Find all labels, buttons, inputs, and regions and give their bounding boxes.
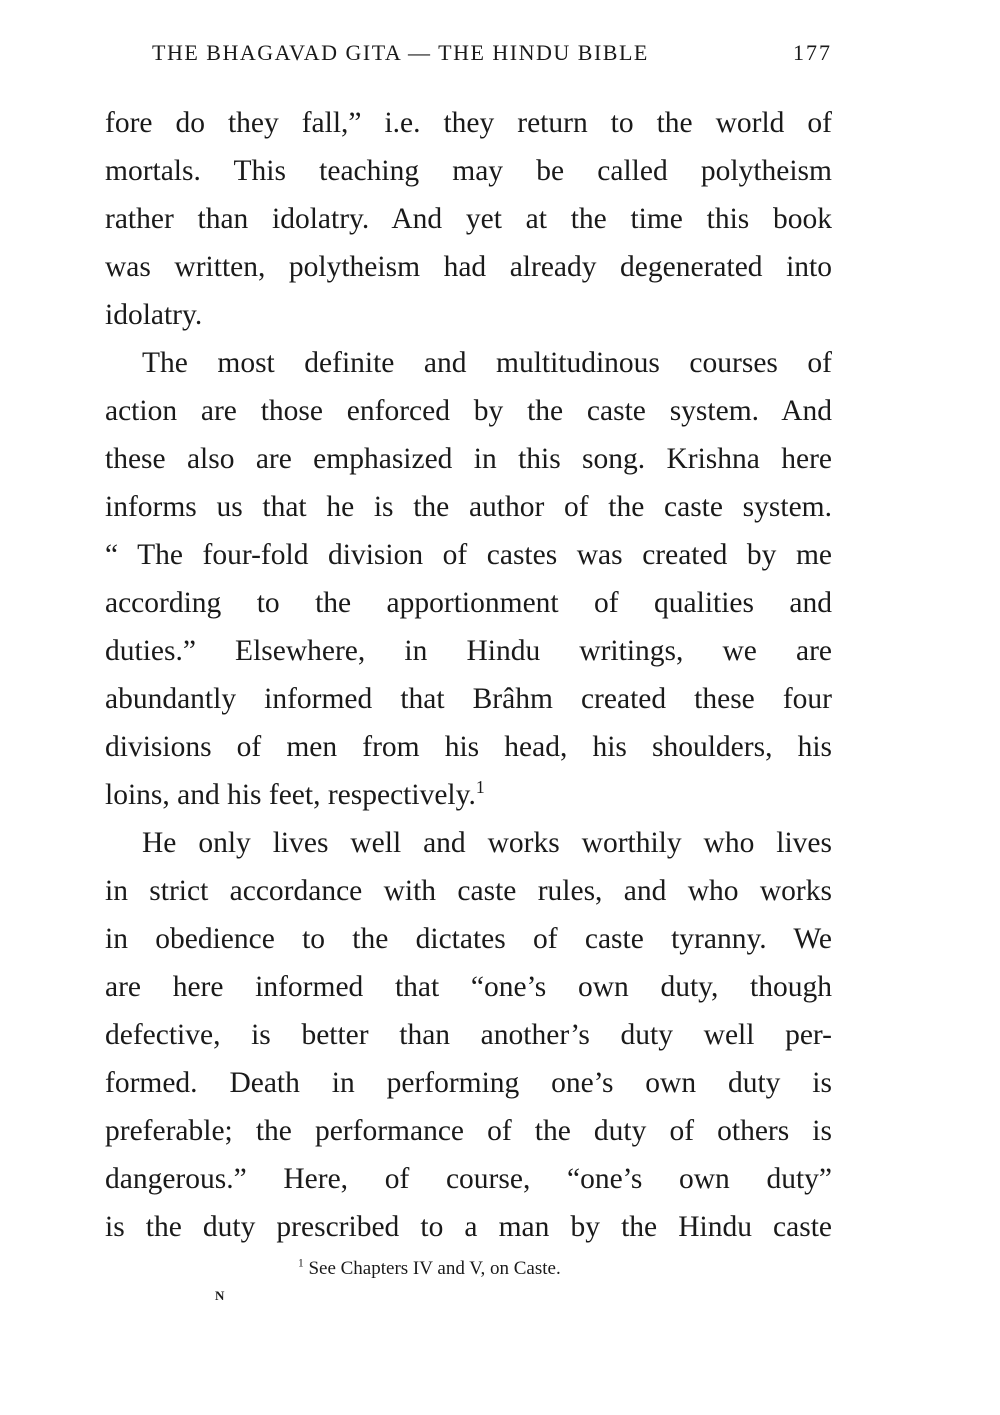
text-line: rather than idolatry. And yet at the time this book [105,203,832,235]
running-head [152,40,832,74]
text-line: He only lives well and works worthily who lives [142,827,832,859]
text-line: fore do they fall,” i.e. they return to the world of [105,107,832,139]
footnote-marker: 1 [298,1257,304,1270]
text-line: formed. Death in performing one’s own duty is [105,1067,832,1099]
text-line: defective, is better than another’s duty well per- [105,1019,832,1051]
text-line: was written, polytheism had already degenerated into [105,251,832,283]
text-line: in strict accordance with caste rules, and who works [105,875,832,907]
text-line: dangerous.” Here, of course, “one’s own duty” [105,1163,832,1195]
text-line: The most definite and multitudinous courses of [142,347,832,379]
text-line: duties.” Elsewhere, in Hindu writings, we are [105,635,832,667]
text-line: abundantly informed that Brâhm created these four [105,683,832,715]
text-line: in obedience to the dictates of caste tyranny. We [105,923,832,955]
footnote-text: See Chapters IV and V, on Caste. [308,1258,561,1279]
text-line: loins, and his feet, respectively. [105,779,476,811]
running-title: THE BHAGAVAD GITA — THE HINDU BIBLE [152,40,649,65]
text-line: idolatry. [105,299,203,331]
text-line: “ The four-fold division of castes was created by me [105,539,832,571]
text-line: according to the apportionment of qualities and [105,587,832,619]
text-line: is the duty prescribed to a man by the Hindu caste [105,1211,832,1243]
body-text [105,99,832,1251]
text-line: preferable; the performance of the duty of others is [105,1115,832,1147]
text-line: action are those enforced by the caste system. And [105,395,832,427]
footnote [298,1258,561,1280]
text-line: informs us that he is the author of the caste system. [105,491,832,523]
text-line: these also are emphasized in this song. Krishna here [105,443,832,475]
text-line: mortals. This teaching may be called polytheism [105,155,832,187]
text-line: divisions of men from his head, his shoulders, his [105,731,832,763]
signature-mark: N [215,1288,225,1303]
text-line: are here informed that “one’s own duty, though [105,971,832,1003]
page-number: 177 [793,40,832,65]
text-line-with-footnote-ref [105,771,832,819]
footnote-reference: 1 [475,777,485,798]
